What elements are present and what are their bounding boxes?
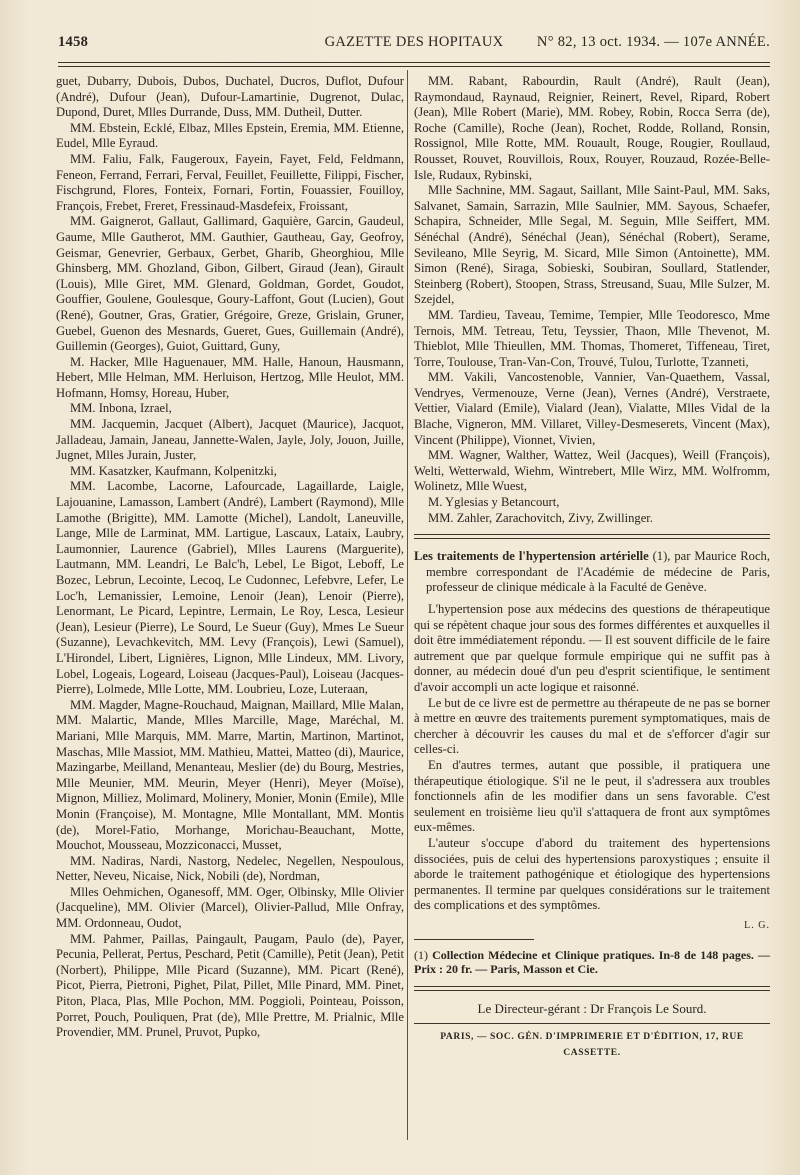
director-line: Le Directeur-gérant : Dr François Le Sourd.	[477, 1001, 707, 1017]
footnote-text: Collection Médecine et Clinique pratiques. In-8 de 148 pages. — Prix : 20 fr. — Paris, Masson et Cie.	[414, 948, 770, 977]
footnote-rule	[414, 939, 534, 940]
article-heading	[414, 549, 770, 596]
name-list-paragraph: Mlle Sachnine, MM. Sagaut, Saillant, Mlle Saint-Paul, MM. Saks, Salvanet, Samain, Sarrazin, Mlle Saulnier, MM. Sayous, Schaefer, Schapira, Schneider, Mlle Segal, M. Seguin, Mlle Seiffert, MM. Sénéchal (André), Sénéchal (Jean), Sénéchal (Robert), Serame, Sevileano, Mlle Seyrig, M. Sicard, Mlle Simon (Antoinette), MM. Simon (René), Siraga, Sobieski, Soubiran, Soullard, Statlender, Steinberg (Robert), Stoopen, Strass, Streusand, Suau, Mlle Sulzer, M. Szejdel,	[414, 183, 770, 307]
name-list-paragraph: MM. Pahmer, Paillas, Paingault, Paugam, Paulo (de), Payer, Pecunia, Pellerat, Pertus, Peschard, Petit (Camille), Petit (Jean), Petit (Norbert), Philippe, Mlle Picard (Suzanne), MM. Picart (René), Picot, Pierra, Pietroni, Pighet, Pilat, Pillet, Mlle Pinard, MM. Pinet, Piton, Placa, Plas, Mlle Pochon, MM. Poggioli, Pointeau, Poisson, Porret, Pouch, Pouliquen, Prat (de), Mlle Prettre, M. Prialnic, Mlle Provendier, MM. Prunel, Pruvot, Pupko,	[56, 931, 404, 1040]
footnote-marker: (1)	[414, 948, 428, 963]
article-signature: L. G.	[744, 919, 770, 931]
name-list-paragraph: MM. Lacombe, Lacorne, Lafourcade, Lagaillarde, Laigle, Lajouanine, Lamasson, Lambert (André), Lambert (Raymond), Mlle Lamothe (Brigitte), MM. Lamotte (Michel), Landolt, Laneuville, Lange, Mlle de Larminat, MM. Lartigue, Lascaux, Lataix, Laubry, Laumonnier, Laurence (Gabriel), Mlles Laurens (Marguerite), Lautmann, MM. Leandri, Le Balc'h, Lebel, Le Bigot, Leboff, Le Bozec, Lebrun, Lecointe, Lecoq, Le Cudonnec, Lefebvre, Lefer, Le Loc'h, Lemanissier, Lemoine, Lenoir (Jean), Lenoir (Pierre), Lenormant, Le Picard, Lepintre, Lermain, Le Roy, Lesca, Lesieur (Jean), Lesieur (Pierre), Le Sourd, Le Sueur (Guy), Mmes Le Sueur (Suzanne), Levachkevitch, MM. Levy (François), Lewi (Samuel), L'Hirondel, Libert, Lignières, Lignon, Mlle Lindeux, MM. Livory, Lobel, Logeais, Logeard, Loiseau (Jacques-Paul), Loiseau (Jacques-Pierre), Lolmede, Mlle Lotte, MM. Loubrieu, Loze, Luteraan,	[56, 479, 404, 697]
article-paragraph: Le but de ce livre est de permettre au thérapeute de ne pas se borner à mettre en œuvre des traitements purement symptomatiques, mais de chercher à découvrir les causes du mal et de s'efforcer d'agir sur celles-ci.	[414, 695, 770, 757]
name-list-paragraph: MM. Faliu, Falk, Faugeroux, Fayein, Fayet, Feld, Feldmann, Feneon, Ferrand, Ferrari, Ferval, Feuillet, Feuillette, Filippi, Fischer, Fischgrund, Flores, Fonteix, Fornari, Fortin, Fouassier, Fouilloy, François, Frebet, Freret, Fressinaud-Masdefeix, Froissant,	[56, 151, 404, 213]
name-list-paragraph: M. Hacker, Mlle Haguenauer, MM. Halle, Hanoun, Hausmann, Hebert, Mlle Helman, MM. Herluison, Hertzog, Mlle Heulot, MM. Hofmann, Homsy, Horeau, Huber,	[56, 354, 404, 400]
name-list-paragraph: MM. Nadiras, Nardi, Nastorg, Nedelec, Negellen, Nespoulous, Netter, Neveu, Nicaise, Nick, Nobili (de), Nordman,	[56, 853, 404, 884]
name-list-paragraph: MM. Rabant, Rabourdin, Rault (André), Rault (Jean), Raymondaud, Raynaud, Reignier, Reinert, Revel, Ripard, Robert (Jean), Mlle Robert (Marie), MM. Robey, Robin, Rocca Serra (de), Roche (Camille), Roche (Jean), Rochet, Rodde, Rolland, Ronsin, Rossignol, Mlle Rotte, MM. Rouault, Rouge, Rougier, Roullaud, Rousset, Rouvet, Rouvillois, Roux, Rouyer, Rouzaud, Rozée-Belle-Isle, Rudaux, Rybinski,	[414, 74, 770, 182]
name-list-paragraph: MM. Kasatzker, Kaufmann, Kolpenitzki,	[70, 463, 277, 478]
name-list-paragraph: MM. Wagner, Walther, Wattez, Weil (Jacques), Weill (François), Welti, Wetterwald, Wiehm, Wintrebert, Mlle Wirz, MM. Wolfromm, Wolinetz, Mlle Wuest,	[414, 448, 770, 494]
section-separator	[414, 986, 770, 991]
name-list-paragraph: MM. Tardieu, Taveau, Temime, Tempier, Mlle Teodoresco, Mme Ternois, MM. Tetreau, Tetu, Teyssier, Thaon, Mlle Thevenot, M. Thieblot, Mlle Thieullen, MM. Thomas, Thomeret, Tiffeneau, Tiret, Torre, Toulouse, Tran-Van-Con, Trouvé, Tulou, Turlotte, Tzanneti,	[414, 307, 770, 369]
article-paragraph: L'auteur s'occupe d'abord du traitement des hypertensions dissociées, puis de celui des hypertensions paroxystiques ; ensuite il aborde le traitement pathogénique et étiologique des hypertensions permanentes. Il termine par quelques considérations sur le traitement des complications et des symptômes.	[414, 835, 770, 913]
name-list-paragraph: MM. Zahler, Zarachovitch, Zivy, Zwillinger.	[428, 510, 653, 525]
article-paragraph: L'hypertension pose aux médecins des questions de thérapeutique qui se répètent chaque jour sous des formes différentes et auxquelles il doit être immédiatement répondu. — Il est souvent difficile de le faire autrement que par quelque formule empirique qui ne suffit pas à donner, au médecin doué d'un peu d'esprit scientifique, le sentiment d'avoir accompli un acte logique et raisonné.	[414, 602, 770, 694]
left-column	[56, 74, 404, 1041]
name-list-paragraph: MM. Jacquemin, Jacquet (Albert), Jacquet (Maurice), Jacquot, Jalladeau, Jamain, Janeau, Jannette-Walen, Jayle, Joly, Jouon, Juille, Jugnet, Mlles Jurain, Juster,	[56, 417, 404, 463]
article-byline: (1), par Maurice Roch, membre correspondant de l'Académie de médecine de Paris, professeur de clinique médicale à la Faculté de Genève.	[426, 549, 771, 595]
name-list-paragraph: MM. Gaignerot, Gallaut, Gallimard, Gaquière, Garcin, Gaudeul, Gaume, Mlle Gautherot, MM. Gauthier, Gautheau, Gay, Geofroy, Geismar, Genevrier, Gerbaux, Gerbet, Gharib, Gheorghiou, Mlle Ghinsberg, MM. Ghozland, Gibon, Gilbert, Giraud (Jean), Girault (Louis), Mlle Giret, MM. Glenard, Goldman, Gordet, Goudot, Gouffier, Goulene, Goulesque, Goury-Laffont, Gout (Lucien), Gout (René), Goutner, Gras, Gratier, Grégoire, Greze, Grislain, Gruner, Guebel, Guenon des Mesnards, Gueret, Gues, Guillemain (André), Guillemin (Georges), Guiot, Guittard, Guny,	[56, 214, 404, 354]
name-list-paragraph: MM. Vakili, Vancostenoble, Vannier, Van-Quaethem, Vassal, Vendryes, Vermenouze, Verne (Jean), Vernes (André), Verstraete, Vettier, Vialard (Emile), Vialard (Jean), Vialatte, Mlles Vidal de la Blache, Vigneron, MM. Villaret, Villey-Desmeserets, Vincent (Max), Vincent (Philippe), Vionnet, Vivien,	[414, 370, 770, 447]
printer-imprint: PARIS, — SOC. GÉN. D'IMPRIMERIE ET D'ÉDITION, 17, RUE CASSETTE.	[440, 1032, 744, 1058]
right-column	[414, 74, 770, 1061]
article-body	[414, 602, 770, 914]
name-list-paragraph: guet, Dubarry, Dubois, Dubos, Duchatel, Ducros, Duflot, Dufour (André), Dufour (Jean), Dufour-Lamartinie, Dugrenot, Dulac, Dupond, Duret, Mlles Durrande, Duss, MM. Dutheil, Dutter.	[56, 74, 404, 120]
page-header	[58, 34, 770, 56]
header-rule	[58, 62, 770, 67]
footnote	[414, 948, 770, 976]
section-separator	[414, 534, 770, 539]
name-list-paragraph: MM. Magder, Magne-Rouchaud, Maignan, Maillard, Mlle Malan, MM. Malartic, Mande, Mlles Marcille, Mage, Maréchal, M. Mariani, Mlle Marquis, MM. Marre, Martin, Martinon, Martinot, Maschas, Mlle Massiot, MM. Mathieu, Mattei, Matteo (di), Maurice, Mazingarbe, Meilland, Menanteau, Meslier (de) du Bourg, Mestries, Mlle Meunier, MM. Meurin, Meyer (Henri), Meyer (Moïse), Mignon, Milliez, Molimard, Molinery, Monier, Monin (Emile), Mlle Monin (Françoise), M. Montagne, Mlle Montallant, MM. Montis (de), Morel-Fatio, Morhange, Morichau-Beauchant, Motte, Mouchot, Mousseau, Mozziconacci, Musset,	[56, 697, 405, 853]
name-list-paragraph: Mlles Oehmichen, Oganesoff, MM. Oger, Olbinsky, Mlle Olivier (Jacqueline), MM. Olivier (Marcel), Olivier-Pallud, Mlle Onfray, MM. Ordonneau, Oudot,	[56, 884, 404, 931]
column-divider	[407, 70, 408, 1140]
imprint-rule	[414, 1023, 770, 1024]
journal-title: GAZETTE DES HOPITAUX	[324, 34, 504, 50]
article-title: Les traitements de l'hypertension artérielle	[414, 549, 649, 564]
article-paragraph: En d'autres termes, autant que possible, il pratiquera une thérapeutique étiologique. S'il ne le peut, il s'adressera aux troubles fonctionnels afin de les modifier dans un sens favorable. C'est seulement en troisième lieu qu'il s'attaquera de front aux symptômes eux-mêmes.	[414, 757, 770, 835]
issue-info: N° 82, 13 oct. 1934. — 107e ANNÉE.	[536, 34, 770, 50]
name-list-paragraph: MM. Ebstein, Ecklé, Elbaz, Mlles Epstein, Eremia, MM. Etienne, Eudel, Mlle Eyraud.	[56, 120, 404, 151]
name-list-paragraph: M. Yglesias y Betancourt,	[428, 495, 560, 510]
name-list-paragraph: MM. Inbona, Izrael,	[70, 401, 172, 416]
page-number: 1458	[58, 34, 89, 50]
